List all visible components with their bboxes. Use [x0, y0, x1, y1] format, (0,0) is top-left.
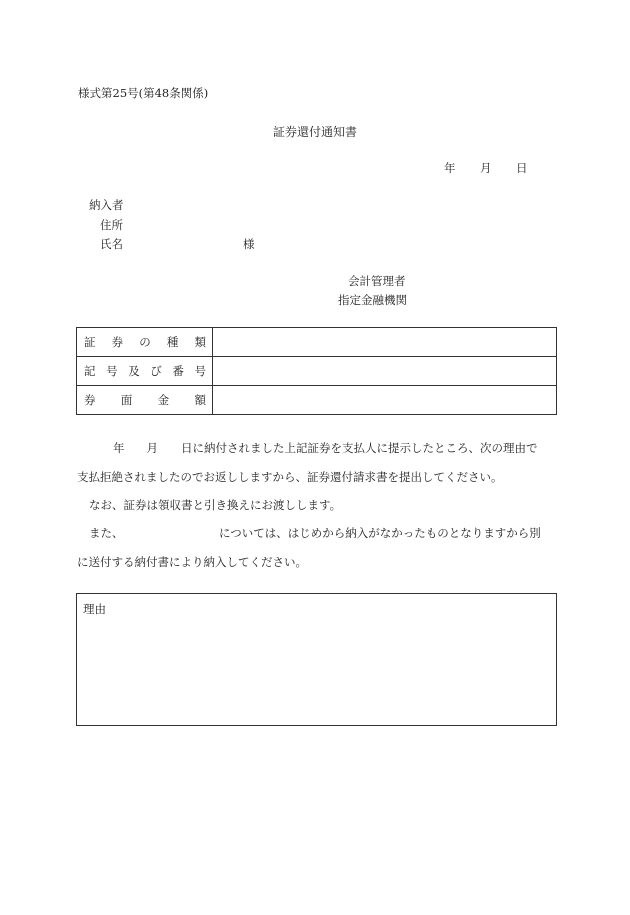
table-row	[77, 328, 557, 357]
label-char: び	[150, 364, 162, 378]
security-table	[76, 327, 557, 415]
year-label: 年	[113, 441, 125, 455]
label-char: の	[139, 335, 151, 349]
label-char: 号	[194, 364, 206, 378]
accountant-label: 会計管理者	[348, 274, 406, 288]
paragraph-1-text: 日に納付されました上記証券を支払人に提示したところ、次の理由で	[181, 441, 538, 455]
body-paragraph-4-rest: については、はじめから納入がなかったものとなりますから別	[219, 526, 541, 540]
date-year-label: 年	[444, 161, 456, 175]
label-char: 類	[194, 335, 206, 349]
date-day-label: 日	[516, 161, 528, 175]
label-char: 券	[111, 335, 124, 349]
reason-label: 理由	[83, 602, 106, 616]
symbol-number-value[interactable]	[213, 357, 557, 386]
label-char: 記	[84, 364, 96, 378]
body-paragraph-1	[113, 440, 538, 456]
label-char: 号	[106, 364, 118, 378]
table-row	[77, 386, 557, 415]
security-type-value[interactable]	[213, 328, 557, 357]
label-char: 及	[128, 364, 140, 378]
label-char: 証	[84, 335, 96, 349]
face-amount-value[interactable]	[213, 386, 557, 415]
date-month-label: 月	[480, 161, 492, 175]
document-title: 証券還付通知書	[272, 125, 357, 139]
honorific: 様	[243, 237, 255, 251]
reason-box[interactable]	[76, 593, 557, 726]
payer-label: 納入者	[89, 198, 124, 212]
label-char: 面	[120, 393, 133, 407]
label-char: 種	[166, 335, 179, 349]
label-char: 額	[194, 393, 206, 407]
body-paragraph-3: なお、証券は領収書と引き換えにお渡しします。	[89, 498, 342, 512]
name-label: 氏名	[100, 237, 123, 251]
month-label: 月	[146, 441, 158, 455]
body-paragraph-2: 支払拒絶されましたのでお返ししますから、証券還付請求書を提出してください。	[77, 470, 503, 484]
body-paragraph-4-start: また、	[89, 526, 124, 540]
form-number: 様式第25号(第48条関係)	[78, 86, 209, 100]
security-type-label	[77, 328, 213, 357]
table-row	[77, 357, 557, 386]
body-paragraph-5: に送付する納付書により納入してください。	[77, 555, 307, 569]
address-label: 住所	[100, 218, 123, 232]
bank-label: 指定金融機関	[338, 293, 407, 307]
label-char: 券	[84, 393, 96, 407]
label-char: 番	[172, 364, 184, 378]
face-amount-label	[77, 386, 213, 415]
label-char: 金	[157, 393, 170, 407]
symbol-number-label	[77, 357, 213, 386]
